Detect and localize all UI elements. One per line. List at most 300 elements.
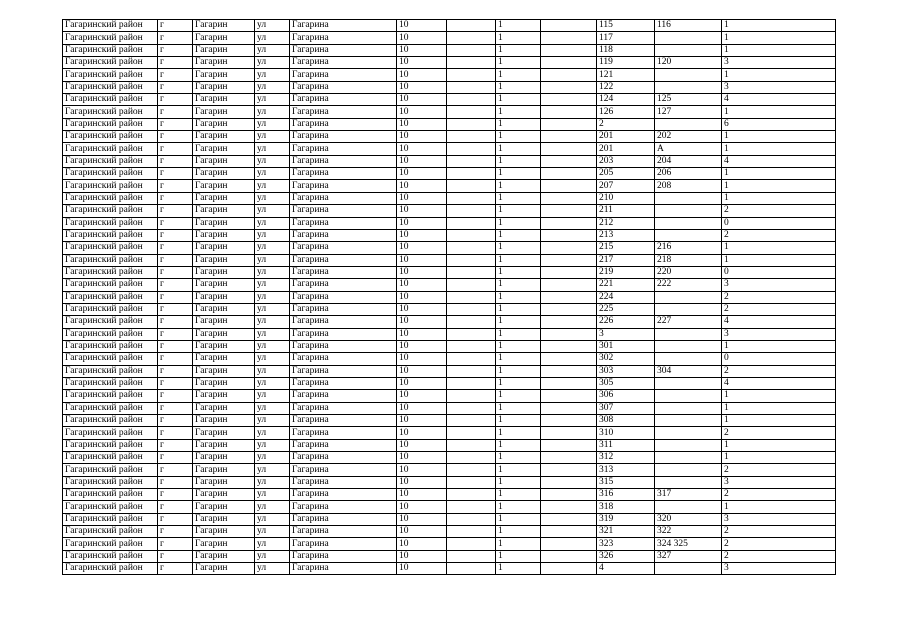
street-type-cell: ул	[255, 402, 290, 414]
apartment-extra-cell: 216	[655, 242, 722, 254]
apartment-extra-cell: 218	[655, 254, 722, 266]
section-cell	[541, 143, 597, 155]
entrance-cell: 1	[496, 32, 541, 44]
apartment-cell: 124	[597, 94, 655, 106]
building-cell	[447, 254, 496, 266]
district-cell: Гагаринский район	[63, 328, 158, 340]
count-cell: 2	[722, 550, 836, 562]
table-row	[63, 266, 836, 278]
district-cell: Гагаринский район	[63, 242, 158, 254]
table-row	[63, 303, 836, 315]
street-type-cell: ул	[255, 180, 290, 192]
table-row	[63, 155, 836, 167]
settlement-cell: Гагарин	[193, 44, 255, 56]
building-cell	[447, 427, 496, 439]
district-cell: Гагаринский район	[63, 81, 158, 93]
count-cell: 0	[722, 266, 836, 278]
settlement-type-cell: г	[158, 513, 193, 525]
district-cell: Гагаринский район	[63, 44, 158, 56]
settlement-type-cell: г	[158, 69, 193, 81]
section-cell	[541, 501, 597, 513]
house-cell: 10	[397, 303, 447, 315]
building-cell	[447, 316, 496, 328]
building-cell	[447, 353, 496, 365]
street-type-cell: ул	[255, 340, 290, 352]
settlement-cell: Гагарин	[193, 254, 255, 266]
district-cell: Гагаринский район	[63, 526, 158, 538]
street-cell: Гагарина	[290, 205, 397, 217]
section-cell	[541, 131, 597, 143]
entrance-cell: 1	[496, 353, 541, 365]
entrance-cell: 1	[496, 427, 541, 439]
house-cell: 10	[397, 266, 447, 278]
building-cell	[447, 192, 496, 204]
street-cell: Гагарина	[290, 229, 397, 241]
building-cell	[447, 550, 496, 562]
entrance-cell: 1	[496, 57, 541, 69]
settlement-type-cell: г	[158, 81, 193, 93]
section-cell	[541, 415, 597, 427]
district-cell: Гагаринский район	[63, 279, 158, 291]
apartment-extra-cell	[655, 69, 722, 81]
street-cell: Гагарина	[290, 365, 397, 377]
apartment-cell: 313	[597, 464, 655, 476]
house-cell: 10	[397, 131, 447, 143]
apartment-cell: 308	[597, 415, 655, 427]
entrance-cell: 1	[496, 81, 541, 93]
apartment-cell: 217	[597, 254, 655, 266]
street-type-cell: ул	[255, 464, 290, 476]
apartment-extra-cell: 320	[655, 513, 722, 525]
house-cell: 10	[397, 316, 447, 328]
building-cell	[447, 20, 496, 32]
house-cell: 10	[397, 340, 447, 352]
building-cell	[447, 340, 496, 352]
house-cell: 10	[397, 94, 447, 106]
settlement-type-cell: г	[158, 291, 193, 303]
building-cell	[447, 377, 496, 389]
table-row	[63, 291, 836, 303]
building-cell	[447, 229, 496, 241]
street-cell: Гагарина	[290, 316, 397, 328]
street-type-cell: ул	[255, 291, 290, 303]
building-cell	[447, 279, 496, 291]
settlement-type-cell: г	[158, 303, 193, 315]
table-row	[63, 254, 836, 266]
street-type-cell: ул	[255, 217, 290, 229]
building-cell	[447, 180, 496, 192]
house-cell: 10	[397, 538, 447, 550]
district-cell: Гагаринский район	[63, 489, 158, 501]
settlement-cell: Гагарин	[193, 452, 255, 464]
street-cell: Гагарина	[290, 377, 397, 389]
apartment-cell: 201	[597, 131, 655, 143]
section-cell	[541, 538, 597, 550]
street-cell: Гагарина	[290, 415, 397, 427]
section-cell	[541, 476, 597, 488]
entrance-cell: 1	[496, 328, 541, 340]
count-cell: 2	[722, 365, 836, 377]
address-table-body	[63, 20, 836, 575]
house-cell: 10	[397, 168, 447, 180]
settlement-type-cell: г	[158, 328, 193, 340]
settlement-cell: Гагарин	[193, 20, 255, 32]
district-cell: Гагаринский район	[63, 402, 158, 414]
building-cell	[447, 155, 496, 167]
street-cell: Гагарина	[290, 69, 397, 81]
count-cell: 1	[722, 254, 836, 266]
house-cell: 10	[397, 106, 447, 118]
entrance-cell: 1	[496, 217, 541, 229]
count-cell: 2	[722, 205, 836, 217]
section-cell	[541, 32, 597, 44]
building-cell	[447, 94, 496, 106]
apartment-extra-cell: 125	[655, 94, 722, 106]
street-cell: Гагарина	[290, 550, 397, 562]
table-row	[63, 20, 836, 32]
entrance-cell: 1	[496, 254, 541, 266]
apartment-extra-cell: А	[655, 143, 722, 155]
street-cell: Гагарина	[290, 118, 397, 130]
settlement-type-cell: г	[158, 44, 193, 56]
section-cell	[541, 303, 597, 315]
street-type-cell: ул	[255, 94, 290, 106]
district-cell: Гагаринский район	[63, 538, 158, 550]
settlement-cell: Гагарин	[193, 106, 255, 118]
district-cell: Гагаринский район	[63, 316, 158, 328]
settlement-cell: Гагарин	[193, 192, 255, 204]
street-type-cell: ул	[255, 229, 290, 241]
section-cell	[541, 155, 597, 167]
count-cell: 1	[722, 192, 836, 204]
district-cell: Гагаринский район	[63, 340, 158, 352]
house-cell: 10	[397, 192, 447, 204]
building-cell	[447, 513, 496, 525]
district-cell: Гагаринский район	[63, 20, 158, 32]
entrance-cell: 1	[496, 118, 541, 130]
settlement-cell: Гагарин	[193, 464, 255, 476]
count-cell: 0	[722, 353, 836, 365]
count-cell: 2	[722, 526, 836, 538]
settlement-type-cell: г	[158, 279, 193, 291]
settlement-type-cell: г	[158, 316, 193, 328]
table-row	[63, 217, 836, 229]
street-type-cell: ул	[255, 563, 290, 575]
building-cell	[447, 168, 496, 180]
settlement-type-cell: г	[158, 538, 193, 550]
house-cell: 10	[397, 476, 447, 488]
apartment-cell: 219	[597, 266, 655, 278]
entrance-cell: 1	[496, 303, 541, 315]
table-row	[63, 32, 836, 44]
settlement-type-cell: г	[158, 180, 193, 192]
settlement-cell: Гагарин	[193, 402, 255, 414]
house-cell: 10	[397, 291, 447, 303]
count-cell: 1	[722, 32, 836, 44]
apartment-extra-cell: 227	[655, 316, 722, 328]
entrance-cell: 1	[496, 415, 541, 427]
section-cell	[541, 192, 597, 204]
street-cell: Гагарина	[290, 390, 397, 402]
settlement-cell: Гагарин	[193, 427, 255, 439]
count-cell: 4	[722, 377, 836, 389]
street-cell: Гагарина	[290, 464, 397, 476]
apartment-extra-cell: 120	[655, 57, 722, 69]
street-cell: Гагарина	[290, 106, 397, 118]
apartment-cell: 203	[597, 155, 655, 167]
count-cell: 1	[722, 69, 836, 81]
apartment-cell: 305	[597, 377, 655, 389]
street-type-cell: ул	[255, 69, 290, 81]
district-cell: Гагаринский район	[63, 291, 158, 303]
street-type-cell: ул	[255, 242, 290, 254]
count-cell: 1	[722, 390, 836, 402]
street-cell: Гагарина	[290, 192, 397, 204]
table-row	[63, 328, 836, 340]
building-cell	[447, 365, 496, 377]
settlement-cell: Гагарин	[193, 291, 255, 303]
settlement-cell: Гагарин	[193, 538, 255, 550]
count-cell: 3	[722, 279, 836, 291]
settlement-type-cell: г	[158, 377, 193, 389]
entrance-cell: 1	[496, 513, 541, 525]
street-type-cell: ул	[255, 44, 290, 56]
apartment-cell: 118	[597, 44, 655, 56]
count-cell: 2	[722, 538, 836, 550]
street-type-cell: ул	[255, 168, 290, 180]
apartment-extra-cell	[655, 328, 722, 340]
table-row	[63, 118, 836, 130]
table-row	[63, 464, 836, 476]
entrance-cell: 1	[496, 229, 541, 241]
apartment-extra-cell	[655, 303, 722, 315]
building-cell	[447, 143, 496, 155]
district-cell: Гагаринский район	[63, 303, 158, 315]
building-cell	[447, 242, 496, 254]
entrance-cell: 1	[496, 377, 541, 389]
table-row	[63, 452, 836, 464]
district-cell: Гагаринский район	[63, 501, 158, 513]
settlement-cell: Гагарин	[193, 365, 255, 377]
table-row	[63, 44, 836, 56]
street-cell: Гагарина	[290, 353, 397, 365]
section-cell	[541, 439, 597, 451]
building-cell	[447, 303, 496, 315]
street-type-cell: ул	[255, 513, 290, 525]
settlement-cell: Гагарин	[193, 279, 255, 291]
street-cell: Гагарина	[290, 168, 397, 180]
section-cell	[541, 316, 597, 328]
count-cell: 3	[722, 328, 836, 340]
apartment-extra-cell	[655, 291, 722, 303]
entrance-cell: 1	[496, 316, 541, 328]
district-cell: Гагаринский район	[63, 205, 158, 217]
apartment-extra-cell: 204	[655, 155, 722, 167]
settlement-type-cell: г	[158, 168, 193, 180]
district-cell: Гагаринский район	[63, 254, 158, 266]
street-cell: Гагарина	[290, 44, 397, 56]
settlement-type-cell: г	[158, 118, 193, 130]
district-cell: Гагаринский район	[63, 439, 158, 451]
settlement-type-cell: г	[158, 266, 193, 278]
settlement-cell: Гагарин	[193, 377, 255, 389]
settlement-cell: Гагарин	[193, 242, 255, 254]
apartment-cell: 215	[597, 242, 655, 254]
settlement-type-cell: г	[158, 131, 193, 143]
section-cell	[541, 168, 597, 180]
apartment-cell: 307	[597, 402, 655, 414]
settlement-cell: Гагарин	[193, 489, 255, 501]
table-row	[63, 538, 836, 550]
house-cell: 10	[397, 143, 447, 155]
settlement-type-cell: г	[158, 143, 193, 155]
table-row	[63, 168, 836, 180]
address-table	[62, 19, 836, 575]
count-cell: 3	[722, 476, 836, 488]
house-cell: 10	[397, 550, 447, 562]
settlement-type-cell: г	[158, 192, 193, 204]
settlement-cell: Гагарин	[193, 353, 255, 365]
apartment-extra-cell	[655, 192, 722, 204]
district-cell: Гагаринский район	[63, 415, 158, 427]
apartment-cell: 319	[597, 513, 655, 525]
settlement-cell: Гагарин	[193, 266, 255, 278]
apartment-cell: 121	[597, 69, 655, 81]
house-cell: 10	[397, 279, 447, 291]
street-cell: Гагарина	[290, 328, 397, 340]
street-cell: Гагарина	[290, 57, 397, 69]
apartment-extra-cell	[655, 476, 722, 488]
apartment-cell: 213	[597, 229, 655, 241]
settlement-type-cell: г	[158, 427, 193, 439]
apartment-cell: 115	[597, 20, 655, 32]
count-cell: 1	[722, 106, 836, 118]
street-cell: Гагарина	[290, 402, 397, 414]
district-cell: Гагаринский район	[63, 106, 158, 118]
street-cell: Гагарина	[290, 526, 397, 538]
entrance-cell: 1	[496, 291, 541, 303]
entrance-cell: 1	[496, 538, 541, 550]
count-cell: 3	[722, 563, 836, 575]
building-cell	[447, 217, 496, 229]
settlement-cell: Гагарин	[193, 205, 255, 217]
building-cell	[447, 328, 496, 340]
apartment-extra-cell	[655, 118, 722, 130]
table-row	[63, 242, 836, 254]
street-type-cell: ул	[255, 279, 290, 291]
settlement-cell: Гагарин	[193, 168, 255, 180]
table-row	[63, 143, 836, 155]
entrance-cell: 1	[496, 365, 541, 377]
count-cell: 3	[722, 513, 836, 525]
street-type-cell: ул	[255, 106, 290, 118]
settlement-type-cell: г	[158, 229, 193, 241]
apartment-extra-cell: 202	[655, 131, 722, 143]
building-cell	[447, 563, 496, 575]
street-cell: Гагарина	[290, 303, 397, 315]
apartment-cell: 207	[597, 180, 655, 192]
street-cell: Гагарина	[290, 427, 397, 439]
house-cell: 10	[397, 328, 447, 340]
apartment-cell: 221	[597, 279, 655, 291]
section-cell	[541, 20, 597, 32]
table-row	[63, 180, 836, 192]
street-type-cell: ул	[255, 526, 290, 538]
building-cell	[447, 44, 496, 56]
building-cell	[447, 476, 496, 488]
section-cell	[541, 427, 597, 439]
settlement-cell: Гагарин	[193, 439, 255, 451]
apartment-extra-cell	[655, 427, 722, 439]
street-cell: Гагарина	[290, 452, 397, 464]
count-cell: 1	[722, 168, 836, 180]
street-cell: Гагарина	[290, 20, 397, 32]
apartment-cell: 210	[597, 192, 655, 204]
count-cell: 1	[722, 131, 836, 143]
section-cell	[541, 452, 597, 464]
street-cell: Гагарина	[290, 217, 397, 229]
street-cell: Гагарина	[290, 279, 397, 291]
count-cell: 1	[722, 402, 836, 414]
street-type-cell: ул	[255, 550, 290, 562]
section-cell	[541, 266, 597, 278]
section-cell	[541, 106, 597, 118]
street-type-cell: ул	[255, 390, 290, 402]
table-row	[63, 563, 836, 575]
house-cell: 10	[397, 217, 447, 229]
count-cell: 4	[722, 316, 836, 328]
table-row	[63, 550, 836, 562]
entrance-cell: 1	[496, 131, 541, 143]
entrance-cell: 1	[496, 94, 541, 106]
apartment-cell: 321	[597, 526, 655, 538]
count-cell: 1	[722, 501, 836, 513]
section-cell	[541, 254, 597, 266]
settlement-cell: Гагарин	[193, 328, 255, 340]
house-cell: 10	[397, 390, 447, 402]
count-cell: 2	[722, 303, 836, 315]
settlement-cell: Гагарин	[193, 415, 255, 427]
entrance-cell: 1	[496, 439, 541, 451]
count-cell: 1	[722, 44, 836, 56]
building-cell	[447, 291, 496, 303]
settlement-cell: Гагарин	[193, 32, 255, 44]
street-cell: Гагарина	[290, 155, 397, 167]
district-cell: Гагаринский район	[63, 229, 158, 241]
count-cell: 4	[722, 155, 836, 167]
building-cell	[447, 489, 496, 501]
house-cell: 10	[397, 69, 447, 81]
settlement-type-cell: г	[158, 452, 193, 464]
house-cell: 10	[397, 563, 447, 575]
settlement-type-cell: г	[158, 439, 193, 451]
section-cell	[541, 377, 597, 389]
settlement-type-cell: г	[158, 205, 193, 217]
apartment-cell: 311	[597, 439, 655, 451]
building-cell	[447, 266, 496, 278]
street-type-cell: ул	[255, 192, 290, 204]
table-row	[63, 229, 836, 241]
apartment-extra-cell: 222	[655, 279, 722, 291]
settlement-type-cell: г	[158, 94, 193, 106]
count-cell: 1	[722, 242, 836, 254]
settlement-type-cell: г	[158, 57, 193, 69]
table-row	[63, 427, 836, 439]
house-cell: 10	[397, 427, 447, 439]
settlement-type-cell: г	[158, 526, 193, 538]
house-cell: 10	[397, 353, 447, 365]
apartment-extra-cell	[655, 563, 722, 575]
